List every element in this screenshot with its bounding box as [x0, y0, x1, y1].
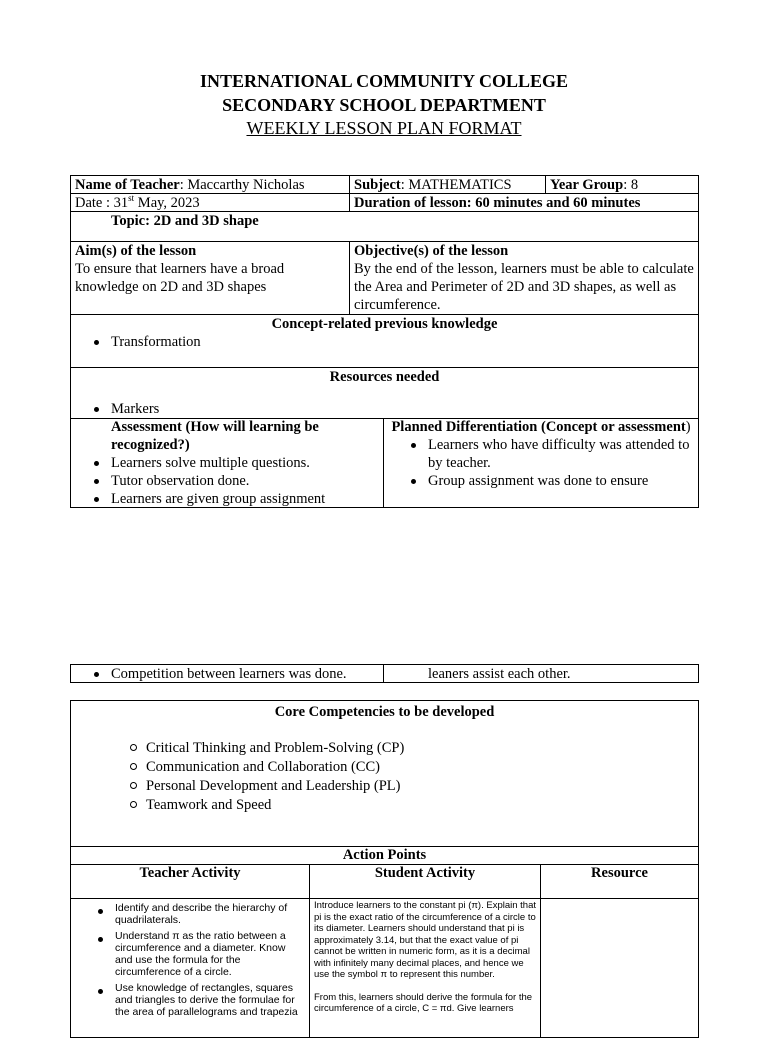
- resource-header: Resource: [541, 864, 699, 899]
- list-item: Transformation: [111, 333, 694, 351]
- list-item: Communication and Collaboration (CC): [146, 758, 694, 777]
- department-name: SECONDARY SCHOOL DEPARTMENT: [222, 95, 546, 115]
- assessment-cell: Assessment (How will learning be recognized?) Learners solve multiple questions. Tutor observation done. Learners are given group assignment: [70, 418, 384, 508]
- year-label: Year Group: [550, 177, 624, 193]
- list-item: Learners solve multiple questions.: [111, 454, 379, 472]
- list-item: Group assignment was done to ensure: [428, 472, 694, 490]
- list-item: Use knowledge of rectangles, squares and triangles to derive the formulae for the area of parallelograms and trapezia: [115, 982, 305, 1018]
- subject-cell: [350, 175, 546, 194]
- objective-cell: [350, 242, 699, 315]
- previous-knowledge-cell: Concept-related previous knowledge Transformation: [70, 315, 699, 368]
- aim-heading: Aim(s) of the lesson: [75, 243, 197, 259]
- differentiation-cell: Planned Differentiation (Concept or assessment) Learners who have difficulty was attended to by teacher. Group assignment was done to ensure: [384, 418, 699, 508]
- form-title: WEEKLY LESSON PLAN FORMAT: [246, 118, 522, 138]
- list-item: Teamwork and Speed: [146, 796, 694, 815]
- year-group-cell: [546, 175, 699, 194]
- date-cell: Date : 31st May, 2023: [70, 194, 350, 212]
- list-item: Competition between learners was done.: [111, 665, 379, 683]
- list-item: Learners who have difficulty was attended to by teacher.: [428, 436, 694, 472]
- competencies-cell: [70, 700, 699, 847]
- student-activity-header: Student Activity: [310, 864, 541, 899]
- differentiation-continuation-cell: leaners assist each other.: [384, 664, 699, 683]
- objective-heading: Objective(s) of the lesson: [354, 243, 509, 259]
- topic-cell: Topic: 2D and 3D shape: [70, 212, 699, 242]
- list-item: Markers: [111, 400, 694, 418]
- list-item: Understand π as the ratio between a circumference and a diameter. Know and use the formula for the circumference of a circle.: [115, 930, 305, 978]
- teacher-cell: [70, 175, 350, 194]
- teacher-label: Name of Teacher: [75, 177, 180, 193]
- list-item: Learners are given group assignment: [111, 490, 379, 508]
- objective-text: By the end of the lesson, learners must be able to calculate the Area and Perimeter of 2D and 3D shapes, as well as circumference.: [354, 261, 694, 313]
- resource-cell: [541, 898, 699, 1038]
- student-activity-para-1: Introduce learners to the constant pi (π). Explain that pi is the exact ratio of the circumference of a circle to its diameter. Learners should understand that pi is approximately 3.14, but that the exact value of pi cannot be written in numeric form, as it is a decimal with infinitely many decimal places, and hence we use the symbol π to represent this number.: [314, 900, 537, 980]
- year-value: : 8: [623, 177, 639, 193]
- college-name: INTERNATIONAL COMMUNITY COLLEGE: [199, 71, 569, 91]
- resources-cell: Resources needed Markers: [70, 368, 699, 419]
- list-item: Personal Development and Leadership (PL): [146, 777, 694, 796]
- list-item: Identify and describe the hierarchy of quadrilaterals.: [115, 902, 305, 926]
- action-points-heading: Action Points: [70, 846, 699, 865]
- assessment-continuation-cell: [70, 664, 384, 683]
- teacher-activity-cell: [70, 898, 310, 1038]
- subject-value: : MATHEMATICS: [400, 177, 512, 193]
- aim-text: To ensure that learners have a broad knowledge on 2D and 3D shapes: [75, 261, 285, 295]
- list-item: Tutor observation done.: [111, 472, 379, 490]
- student-activity-para-2: From this, learners should derive the formula for the circumference of a circle, C = πd. Give learners: [314, 991, 533, 1014]
- aim-cell: [70, 242, 350, 315]
- list-item: Critical Thinking and Problem-Solving (CP): [146, 739, 694, 758]
- subject-label: Subject: [354, 177, 401, 193]
- teacher-value: : Maccarthy Nicholas: [179, 177, 305, 193]
- duration-cell: Duration of lesson: 60 minutes and 60 minutes: [350, 194, 699, 212]
- competencies-heading: Core Competencies to be developed: [274, 704, 495, 720]
- student-activity-cell: [310, 898, 541, 1038]
- teacher-activity-header: Teacher Activity: [70, 864, 310, 899]
